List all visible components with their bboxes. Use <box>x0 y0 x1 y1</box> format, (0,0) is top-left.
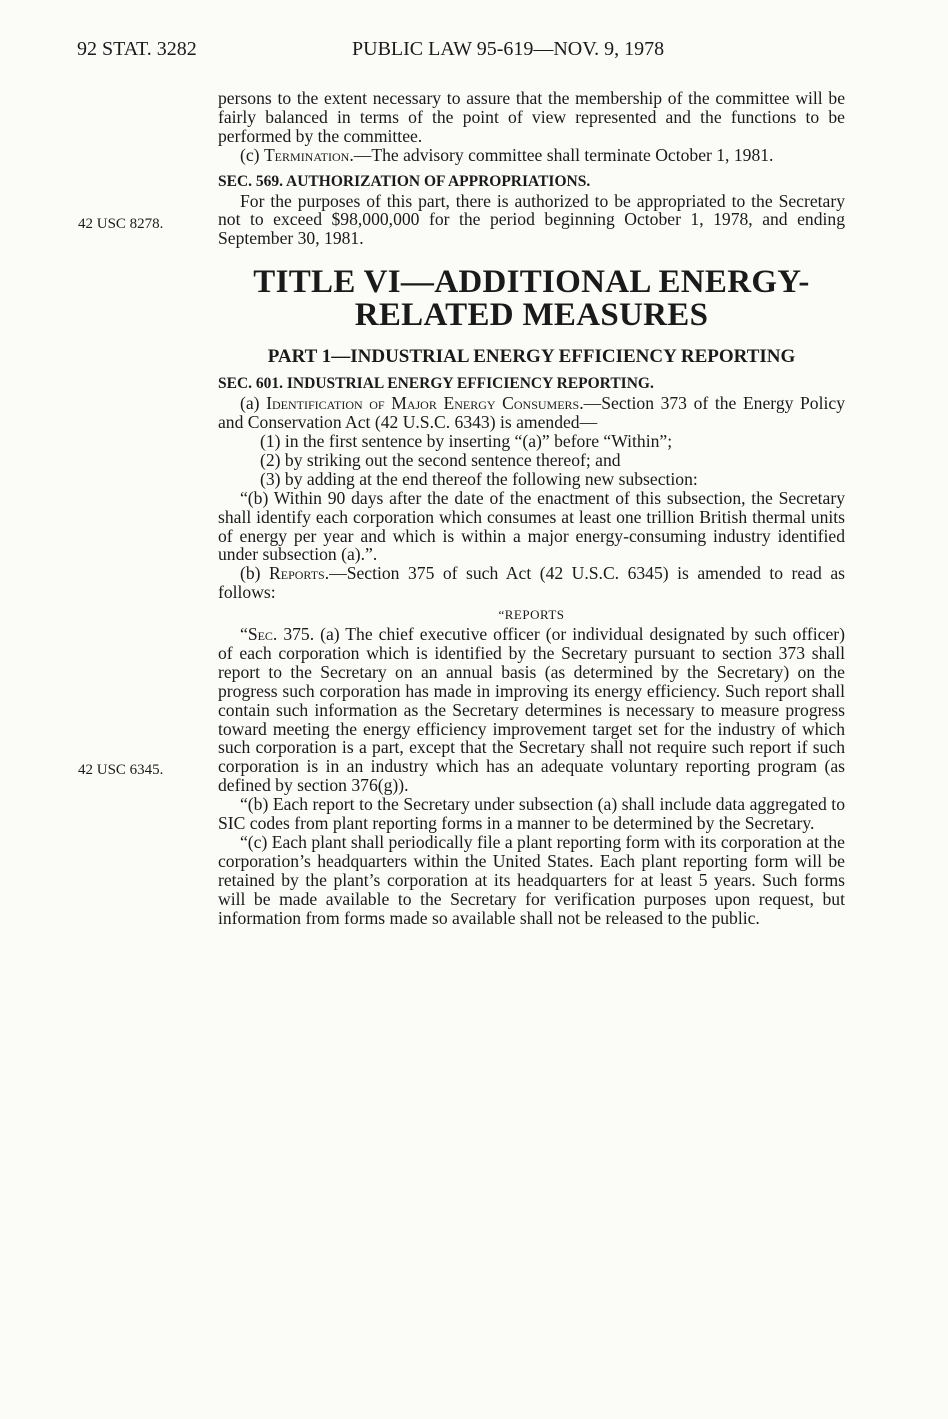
subsection-text: —The advisory committee shall terminate October 1, 1981. <box>353 144 774 165</box>
paragraph-appropriations: For the purposes of this part, there is authorized to be appropriated to the Secretary not to exceed $98,000,000 for the period beginning October 1, 1978, and ending September 30, 1981. <box>218 190 845 249</box>
section-375-text: 375. (a) The chief executive officer (or individual designated by such officer) of each corporation which is identified by the Secretary pursuant to section 373 shall report to the Secretary on an annual basis (as determined by the Secretary) on the progress such corporation has made in improving its energy efficiency. Such report shall contain such information as the Secretary determines is necessary to measure progress toward meeting the energy efficiency improvement target set for the industry of which such corporation is a part, except that the Secretary shall not require such report if such corporation is in an industry which has an adequate voluntary reporting program (as defined by section 376(g)). <box>218 624 845 796</box>
amendment-item-1: (1) in the first sentence by inserting “(a)” before “Within”; <box>260 430 673 451</box>
subsection-label: (b) <box>240 563 270 584</box>
main-text-column <box>218 89 845 928</box>
quoted-subsection-b: “(b) Within 90 days after the date of the enactment of this subsection, the Secretary shall identify each corporation which consumes at least one trillion British thermal units of energy per year and which is within a major energy-consuming industry identified under subsection (a).”. <box>218 487 845 565</box>
paragraph-identification <box>218 394 845 432</box>
paragraph-committee-membership: persons to the extent necessary to assure that the membership of the committee will be fairly balanced in terms of the point of view represented and the functions to be performed by the committee. <box>218 88 845 146</box>
section-label: Sec. <box>247 624 278 645</box>
paragraph-termination <box>218 146 845 165</box>
title-vi-heading: TITLE VI—ADDITIONAL ENERGY-RELATED MEASURES <box>253 264 810 334</box>
subsection-text: —Section 375 of such Act (42 U.S.C. 6345) is amended to read as follows: <box>218 563 845 603</box>
part-1-heading: PART 1—INDUSTRIAL ENERGY EFFICIENCY REPORTING <box>267 346 796 368</box>
section-569-heading: SEC. 569. AUTHORIZATION OF APPROPRIATIONS. <box>218 172 591 190</box>
public-law-citation: PUBLIC LAW 95-619—NOV. 9, 1978 <box>352 38 665 60</box>
section-375-paragraph-b: “(b) Each report to the Secretary under subsection (a) shall include data aggregated to SIC codes from plant reporting forms in a manner to be determined by the Secretary. <box>218 794 845 834</box>
subsection-text: —Section 373 of the Energy Policy and Conservation Act (42 U.S.C. 6343) is amended— <box>218 393 845 433</box>
stat-page-number: 92 STAT. 3282 <box>77 38 197 60</box>
margin-note-8278: 42 USC 8278. <box>78 216 164 232</box>
section-375-paragraph-a <box>218 625 845 795</box>
reports-heading: “REPORTS <box>498 607 565 623</box>
subsection-label: (c) <box>240 144 264 165</box>
section-601-heading: SEC. 601. INDUSTRIAL ENERGY EFFICIENCY REPORTING. <box>218 375 654 393</box>
subsection-heading: Termination. <box>263 144 354 165</box>
margin-note-6345: 42 USC 6345. <box>78 762 164 778</box>
amendment-item-2: (2) by striking out the second sentence thereof; and <box>260 449 621 470</box>
subsection-heading: Reports. <box>269 563 330 584</box>
quote-mark: “ <box>240 624 248 645</box>
section-375-paragraph-c: “(c) Each plant shall periodically file a plant reporting form with its corporation at the corporation’s headquarters within the United States. Each plant reporting form will be retained by the plant’s corporation at its headquarters for at least 5 years. Such forms will be made available to the Secretary for verification purposes upon request, but information from forms made so available shall not be released to the public. <box>218 832 845 928</box>
paragraph-reports <box>218 564 845 602</box>
subsection-label: (a) <box>240 393 267 414</box>
amendment-item-3: (3) by adding at the end thereof the following new subsection: <box>260 468 698 489</box>
subsection-heading: Identification of Major Energy Consumers. <box>266 393 584 414</box>
